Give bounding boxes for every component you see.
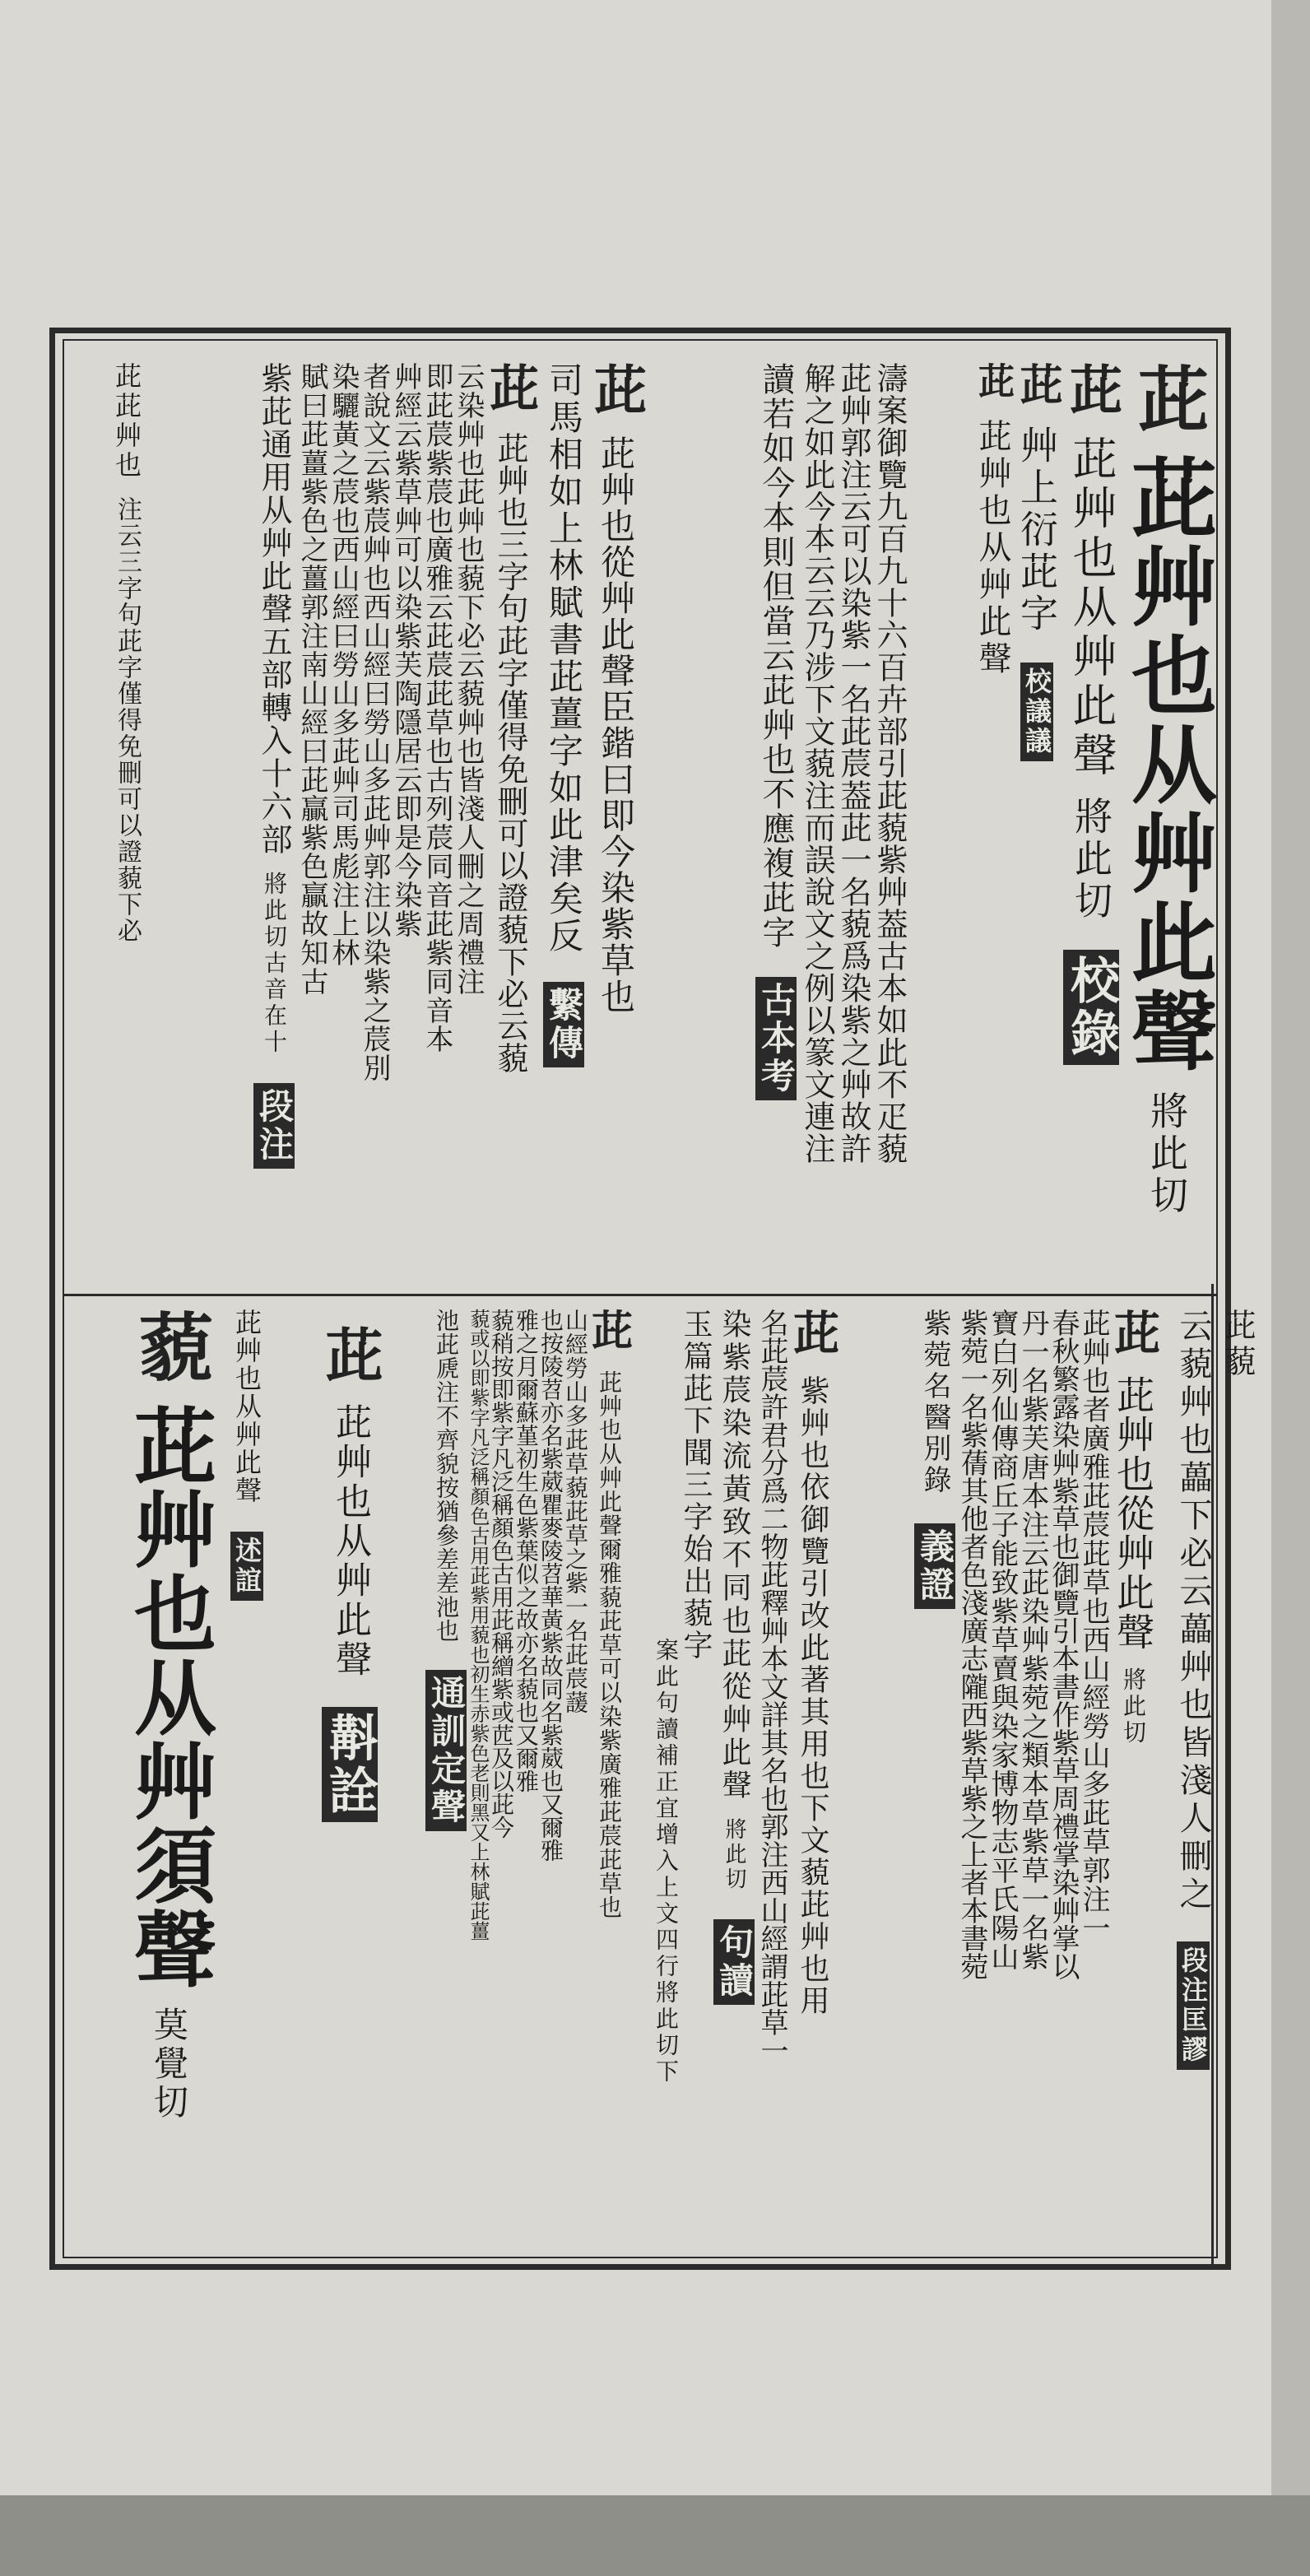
duanzhu-line-4: 艸經云紫草艸可以染紫芙陶隱居云即是今染紫	[389, 362, 422, 938]
duanzhu-line-3: 即茈莀紫莀也廣雅云茈莀茈草也古列莀同音茈紫同音本	[420, 362, 453, 1053]
section-divider	[63, 1294, 1218, 1296]
source-badge-yizheng: 義證	[914, 1523, 955, 1609]
source-badge-gubenkao: 古本考	[755, 977, 797, 1100]
far-left-line	[111, 362, 142, 1267]
commentary-text: 艸上衍茈字	[1015, 425, 1059, 635]
commentary-text: 茈艸也三字句茈字僅得免刪可以證藐下必云藐	[492, 432, 528, 1074]
duanzhu-line-5: 者說文云紫莀艸也西山經曰勞山多茈艸郭注以染紫之莀別	[358, 362, 391, 1082]
duanzhu-line-2: 云染艸也茈艸也藐下必云藐艸也皆淺人刪之周禮注	[452, 362, 485, 996]
fuben-panel	[214, 1309, 263, 2255]
guben-line-2: 茈艸郭注云可以染紫一名茈莀葢茈一名藐爲染紫之艸故許	[835, 362, 871, 1165]
duanzhu-line-7: 賦曰茈薑紫色之薑郭注南山經曰茈贏紫色贏故知古	[295, 362, 328, 996]
seal-character: 茈	[786, 1309, 839, 1360]
judou-line-2: 名茈莀許君分爲二物茈釋艸本文詳其名也郭注西山經謂茈草一	[755, 1309, 788, 2064]
commentary-text: 池茈虒注不齊貌按猶參差差池也	[433, 1309, 460, 1643]
far-left-panel	[74, 362, 140, 1284]
fanqie-note: 將此切	[1069, 797, 1113, 923]
seal-character: 茈	[1126, 362, 1208, 438]
commentary-text: 茈艸也从艸此聲爾雅藐茈草可以染紫廣雅茈莀茈草也	[596, 1370, 623, 1919]
commentary-text: 紫菀名醫別錄	[918, 1309, 951, 1496]
seal-character: 藐	[126, 1309, 212, 1388]
guben-line-4	[755, 362, 797, 1267]
seal-character: 茈	[1012, 362, 1061, 410]
source-badge-jiaolu: 校錄	[1063, 950, 1119, 1065]
seal-character: 茈	[585, 362, 646, 420]
judou-line-5: 案此句讀補正宜增入上文四行將此切下	[653, 1638, 680, 2085]
source-badge-judou: 句讀	[713, 1919, 755, 2005]
commentary-text: 注云三字句茈字僅得免刪可以證藐下必	[113, 496, 142, 944]
yizheng-line-5: 紫菀一名紫蒨其他者色淺廣志隴西紫草紫之上者本書菀	[955, 1309, 988, 1980]
judou-line-4: 玉篇茈下聞三字始出藐字	[679, 1309, 713, 1662]
tongxun-line-1	[585, 1309, 633, 2247]
tongxun-panel	[387, 1309, 633, 2255]
judou-line-1	[786, 1309, 839, 2247]
yizheng-headword	[1107, 1309, 1160, 2247]
judou-line-3	[713, 1309, 755, 2247]
jiaolu-line-1	[1061, 362, 1122, 1267]
commentary-text: 紫茈通用从艸此聲五部轉入十六部	[256, 362, 292, 856]
jiaolu-line-3	[972, 362, 1014, 1267]
source-badge-shuyi: 述誼	[230, 1532, 263, 1601]
headword: 茈艸也从艸此聲	[231, 1309, 262, 1504]
headword: 茈艸也从艸此聲	[1117, 453, 1218, 1076]
yizheng-line-3: 丹一名紫芙唐本注云茈染艸紫菀之類本草紫草一名紫	[1016, 1309, 1049, 1971]
fanqie-note: 將此切古音在十	[261, 872, 288, 1056]
commentary-text: 紫艸也依御覽引改此著其用也下文藐茈艸也用	[796, 1375, 829, 2017]
source-badge-tongxun: 通訓定聲	[425, 1670, 467, 1831]
fanqie-note: 莫覺切	[149, 2006, 189, 2123]
commentary-text: 茈艸也從艸此聲臣鍇曰即今染紫草也	[596, 435, 636, 1015]
jiaolu-line-2	[1012, 362, 1061, 1267]
mao-entry-panel	[74, 1309, 217, 2255]
jiquan-panel	[272, 1309, 383, 2255]
jiquan-line	[316, 1309, 383, 2263]
page-edge	[1271, 0, 1310, 2495]
fanqie-note: 將此切	[722, 1818, 746, 1892]
seal-character: 茈	[1061, 362, 1122, 420]
commentary-text: 茈艸也从艸此聲	[973, 419, 1011, 678]
commentary-text: 讀若如今本則但當云茈艸也不應複茈字	[757, 362, 795, 950]
duanzhu-line-1	[481, 362, 539, 1267]
seal-character: 茈	[1107, 1309, 1160, 1360]
duanzhu-line-6: 染驪黃之莀也西山經曰勞山多茈艸司馬彪注上林	[327, 362, 360, 967]
yizheng-line-6	[914, 1309, 955, 2247]
xizhuan-line-1	[585, 362, 646, 1267]
headword: 茈艸也從艸此聲	[1111, 1375, 1155, 1652]
side-title: 茈藐	[1219, 1309, 1256, 1381]
source-badge-jiquan: 斠詮	[322, 1707, 378, 1822]
kuangmiu-line	[1174, 1309, 1212, 2247]
headword: 茈艸也从艸此聲	[329, 1403, 371, 1680]
fanqie-note: 將此切	[1145, 1091, 1189, 1217]
seal-character: 茈	[585, 1309, 633, 1355]
seal-character: 茈	[316, 1325, 383, 1388]
jiaolu-panel	[922, 362, 1218, 1284]
commentary-text: 司馬相如上林賦書茈薑字如此津矣反	[544, 362, 584, 955]
yizheng-line-1: 茈艸也者廣雅茈莀茈草也西山經勞山多茈草郭注一	[1077, 1309, 1110, 1942]
fanqie-note: 將此切	[1120, 1667, 1147, 1746]
xizhuan-line-2	[543, 362, 584, 1267]
xizhuan-panel	[543, 362, 646, 1284]
fuben-line	[230, 1309, 263, 2247]
yizheng-line-4: 寶白列仙傳商丘子能致紫草賣與染家博物志平氏陽山	[986, 1309, 1019, 1971]
judou-panel	[634, 1309, 839, 2255]
duanzhu-panel	[148, 362, 539, 1284]
commentary-text: 染紫莀染流黃致不同也茈從艸此聲	[718, 1309, 751, 1802]
kuangmiu-panel	[1160, 1309, 1210, 2255]
source-badge-xizhuan: 繫傳	[543, 982, 584, 1067]
commentary-text: 茈茈艸也	[111, 362, 142, 481]
source-badge-jiaoyi: 校議議	[1020, 663, 1053, 761]
mao-headword-column	[120, 1309, 217, 2247]
jiaolu-headword-column	[1117, 362, 1218, 1267]
tongxun-line-4: 雅之月爾蘇堇初生色紫葉似之故亦名藐也又爾雅	[513, 1309, 540, 1793]
headword: 茈艸也从艸須聲	[120, 1403, 217, 1991]
seal-character: 茈	[972, 362, 1014, 403]
tongxun-line-6: 藐或以即紫字凡泛稱顏色古用茈紫用藐也初生赤紫色老則黑又上林賦茈薑	[467, 1309, 490, 1941]
tongxun-line-7	[425, 1309, 467, 2247]
source-badge-kuangmiu: 段注匡謬	[1177, 1941, 1210, 2070]
guben-line-3: 解之如此今本云云乃涉下文藐注而誤說文之例以篆文連注	[799, 362, 835, 1165]
duanzhu-line-8	[253, 362, 295, 1267]
tongxun-line-3: 也按陵苕亦名紫葳瞿麥陵苕華黃紫故同名紫葳也又爾雅	[537, 1309, 564, 1862]
yizheng-panel	[839, 1309, 1160, 2255]
seal-character: 茈	[481, 362, 539, 416]
guben-line-1: 濤案御覽九百九十六百卉部引茈藐紫艸葢古本如此不疋藐	[871, 362, 908, 1165]
guben-panel	[642, 362, 908, 1284]
source-badge-duanzhu: 段注	[253, 1083, 295, 1169]
commentary-text: 云藐艸也藟下必云藟艸也皆淺人刪之	[1174, 1309, 1212, 1914]
yizheng-line-2: 春秋繁露染艸紫草也御覽引本書作紫草周禮掌染艸掌以	[1047, 1309, 1080, 1980]
tongxun-line-5: 藐稍按即紫字凡泛稱顏色古用茈稱繒紫或苉及以茈今	[488, 1309, 515, 1839]
commentary-text: 茈艸也从艸此聲	[1066, 435, 1117, 781]
tongxun-line-2: 山經勞山多茈草藐茈草之紫一名茈莀蘐	[562, 1309, 589, 1714]
